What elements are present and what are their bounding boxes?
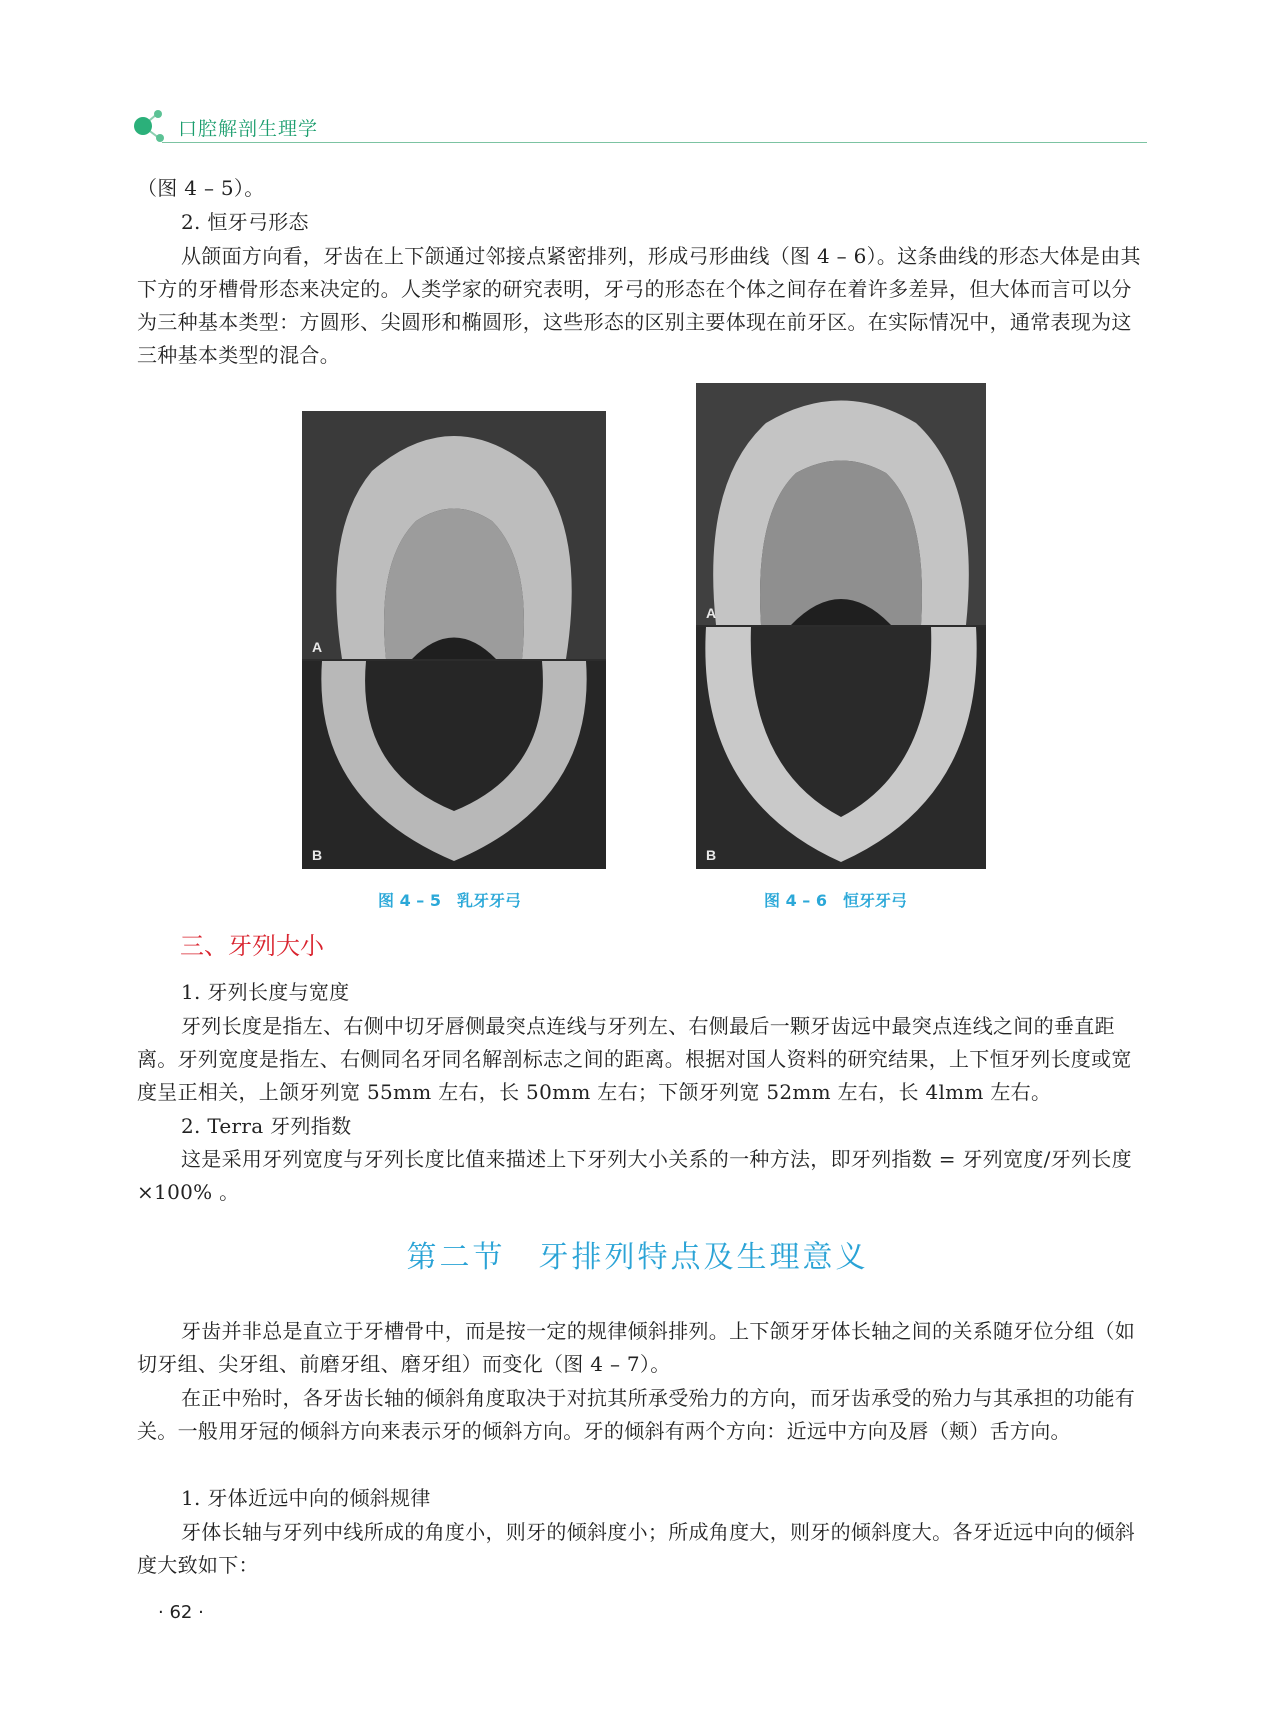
lower-arch-photo — [696, 627, 986, 869]
header-rule — [162, 142, 1147, 143]
subheading-mesiodistal: 1. 牙体近远中向的倾斜规律 — [181, 1486, 431, 1510]
header-book-title: 口腔解剖生理学 — [178, 118, 319, 140]
paragraph-terra-index: 这是采用牙列宽度与牙列长度比值来描述上下牙列大小关系的一种方法，即牙列指数 = 牙列宽度/牙列长度 ×100% 。 — [137, 1147, 1132, 1204]
figure-4-6-image — [696, 383, 986, 869]
figure-4-5-image — [302, 411, 606, 869]
subheading-arch-shape: 2. 恒牙弓形态 — [181, 210, 309, 234]
figure-4-6-label-a: A — [706, 605, 717, 621]
paragraph-mesiodistal: 牙体长轴与牙列中线所成的角度小，则牙的倾斜度小；所成角度大，则牙的倾斜度大。各牙近远中向的倾斜度大致如下： — [137, 1520, 1136, 1577]
figure-4-6-caption: 图 4 – 6 恒牙牙弓 — [764, 891, 907, 910]
header-logo-icon — [133, 108, 173, 144]
section-heading-dentition-size: 三、牙列大小 — [180, 932, 324, 960]
figure-4-6-label-b: B — [706, 847, 717, 863]
paragraph-intro: 牙齿并非总是直立于牙槽骨中，而是按一定的规律倾斜排列。上下颌牙牙体长轴之间的关系随牙位分组（如切牙组、尖牙组、前磨牙组、磨牙组）而变化（图 4 – 7）。 — [137, 1319, 1136, 1376]
paragraph-length-width: 牙列长度是指左、右侧中切牙唇侧最突点连线与牙列左、右侧最后一颗牙齿远中最突点连线之间的垂直距离。牙列宽度是指左、右侧同名牙同名解剖标志之间的距离。根据对国人资料的研究结果，上下恒牙列长度或宽度呈正相关，上颌牙列宽 55mm 左右，长 50mm 左右；下颌牙列宽 52mm 左右，长 4lmm 左右。 — [137, 1014, 1132, 1104]
upper-arch-photo — [696, 383, 986, 625]
lower-arch-photo — [302, 661, 606, 869]
subheading-terra-index: 2. Terra 牙列指数 — [181, 1114, 352, 1138]
paragraph-arch-shape: 从颌面方向看，牙齿在上下颌通过邻接点紧密排列，形成弓形曲线（图 4 – 6）。这条曲线的形态大体是由其下方的牙槽骨形态来决定的。人类学家的研究表明，牙弓的形态在个体之间存在着许多差异，但大体而言可以分为三种基本类型：方圆形、尖圆形和椭圆形，这些形态的区别主要体现在前牙区。在实际情况中，通常表现为这三种基本类型的混合。 — [137, 244, 1141, 367]
subheading-length-width: 1. 牙列长度与宽度 — [181, 980, 350, 1004]
figure-4-5-label-b: B — [312, 847, 323, 863]
upper-arch-photo — [302, 411, 606, 659]
section-title: 第二节 牙排列特点及生理意义 — [406, 1240, 869, 1275]
paragraph-fig-ref: （图 4 – 5）。 — [137, 176, 265, 200]
paragraph-occlusal: 在正中殆时，各牙齿长轴的倾斜角度取决于对抗其所承受殆力的方向，而牙齿承受的殆力与其承担的功能有关。一般用牙冠的倾斜方向来表示牙的倾斜方向。牙的倾斜有两个方向：近远中方向及唇（颊）舌方向。 — [137, 1386, 1136, 1443]
figure-4-5-label-a: A — [312, 639, 323, 655]
figure-4-5-caption: 图 4 – 5 乳牙牙弓 — [378, 891, 521, 910]
page-number: · 62 · — [158, 1602, 204, 1623]
